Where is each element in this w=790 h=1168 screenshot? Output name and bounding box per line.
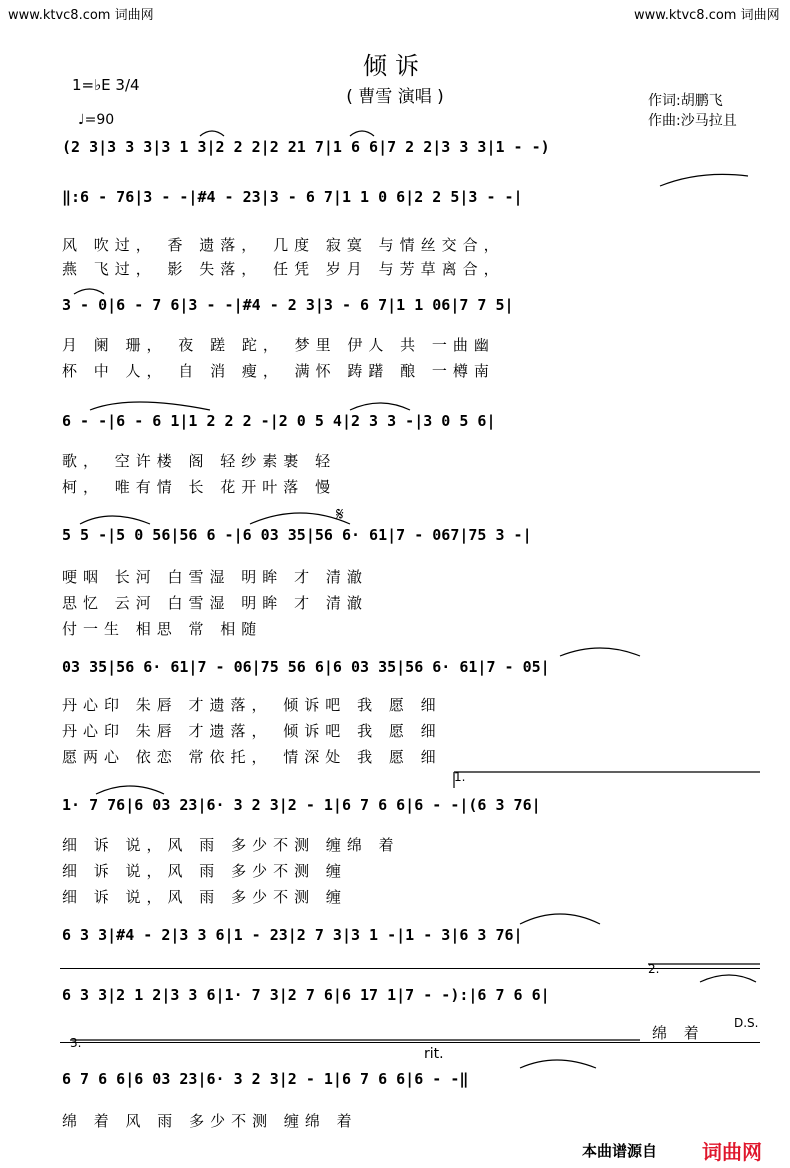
volta-2-label: 2. xyxy=(648,962,660,976)
watermark-left[interactable]: www.ktvc8.com 词曲网 xyxy=(8,8,154,23)
notation-line-5: 5 5 -|5 0 56|56 6 -|6 03 35|56 6· 61|7 - 067|75 3 -| xyxy=(62,526,532,544)
song-singer: ( 曹雪 演唱 ) xyxy=(346,87,444,107)
lyric-line-7a: 细 诉 说，风 雨 多少不测 缠绵 着 xyxy=(62,836,400,854)
lyric-line-7c: 细 诉 说，风 雨 多少不测 缠 xyxy=(62,888,347,906)
slur xyxy=(80,516,150,524)
slur xyxy=(700,975,756,982)
rit-mark: rit. xyxy=(424,1046,444,1062)
slur xyxy=(520,1060,596,1068)
lyric-line-4b: 柯， 唯有情 长 花开叶落 慢 xyxy=(62,478,337,496)
footer-source: 本曲谱源自 xyxy=(582,1142,658,1160)
notation-line-8: 6 3 3|#4 - 2|3 3 6|1 - 23|2 7 3|3 1 -|1 - 3|6 3 76| xyxy=(62,926,523,944)
notation-line-7: 1· 7 76|6 03 23|6· 3 2 3|2 - 1|6 7 6 6|6 - -|(6 3 76| xyxy=(62,796,541,814)
lyric-line-4a: 歌， 空许楼 阁 轻纱素裹 轻 xyxy=(62,452,337,470)
notation-line-1: (2 3|3 3 3|3 1 3|2 2 2|2 21 7|1 6 6|7 2 2|3 3 3|1 - -) xyxy=(62,138,550,156)
slur xyxy=(200,131,224,136)
lyric-line-9: 绵 着 xyxy=(652,1024,705,1042)
slur xyxy=(350,131,374,136)
slur xyxy=(560,648,640,656)
slur xyxy=(250,513,350,524)
notation-line-10: 6 7 6 6|6 03 23|6· 3 2 3|2 - 1|6 7 6 6|6 - -‖ xyxy=(62,1070,469,1088)
lyric-line-3b: 杯 中 人， 自 消 瘦， 满怀 踌躇 酿 一樽南 xyxy=(62,362,495,380)
footer-brand[interactable]: 词曲网 xyxy=(702,1140,762,1164)
slur xyxy=(96,786,164,794)
lyric-line-6b: 丹心印 朱唇 才遗落， 倾诉吧 我 愿 细 xyxy=(62,722,442,740)
lyric-line-5b: 思忆 云河 白雪湿 明眸 才 清澈 xyxy=(62,594,368,612)
notation-line-4: 6 - -|6 - 6 1|1 2 2 2 -|2 0 5 4|2 3 3 -|3 0 5 6| xyxy=(62,412,496,430)
key-signature: 1=♭E 3/4 xyxy=(72,76,140,94)
lyric-line-7b: 细 诉 说，风 雨 多少不测 缠 xyxy=(62,862,347,880)
lyric-line-2a: 风 吹过， 香 遗落， 几度 寂寞 与情丝交合， xyxy=(62,236,505,254)
notation-line-6: 03 35|56 6· 61|7 - 06|75 56 6|6 03 35|56 6· 61|7 - 05| xyxy=(62,658,550,676)
slur xyxy=(74,289,104,294)
notation-line-3: 3 - 0|6 - 7 6|3 - -|#4 - 2 3|3 - 6 7|1 1 06|7 7 5| xyxy=(62,296,514,314)
ds-mark: D.S. xyxy=(734,1016,759,1030)
slur xyxy=(90,402,210,410)
lyric-line-5a: 哽咽 长河 白雪湿 明眸 才 清澈 xyxy=(62,568,368,586)
composer: 作曲:沙马拉且 xyxy=(648,113,737,129)
lyric-line-2b: 燕 飞过， 影 失落， 任凭 岁月 与芳草离合， xyxy=(62,260,505,278)
slur xyxy=(520,914,600,924)
watermark-right[interactable]: www.ktvc8.com 词曲网 xyxy=(634,8,780,23)
notation-line-2: ‖:6 - 76|3 - -|#4 - 23|3 - 6 7|1 1 0 6|2 2 5|3 - -| xyxy=(62,188,523,206)
lyric-line-10: 绵 着 风 雨 多少不测 缠绵 着 xyxy=(62,1112,358,1130)
song-title: 倾诉 xyxy=(363,52,427,80)
lyricist: 作词:胡鹏飞 xyxy=(648,93,723,109)
lyric-line-6a: 丹心印 朱唇 才遗落， 倾诉吧 我 愿 细 xyxy=(62,696,442,714)
segno-sign: 𝄋 xyxy=(336,504,344,525)
notation-line-9: 6 3 3|2 1 2|3 3 6|1· 7 3|2 7 6|6 17 1|7 - -):|6 7 6 6| xyxy=(62,986,550,1004)
lyric-line-3a: 月 阑 珊， 夜 蹉 跎， 梦里 伊人 共 一曲幽 xyxy=(62,336,495,354)
volta-1-label: 1. xyxy=(454,770,466,784)
tempo-mark: ♩=90 xyxy=(78,112,115,128)
slur xyxy=(660,174,748,186)
slur xyxy=(350,403,410,410)
volta-3-label: 3. xyxy=(70,1036,82,1050)
lyric-line-5c: 付一生 相思 常 相随 xyxy=(62,620,263,638)
lyric-line-6c: 愿两心 依恋 常依托， 情深处 我 愿 细 xyxy=(62,748,442,766)
